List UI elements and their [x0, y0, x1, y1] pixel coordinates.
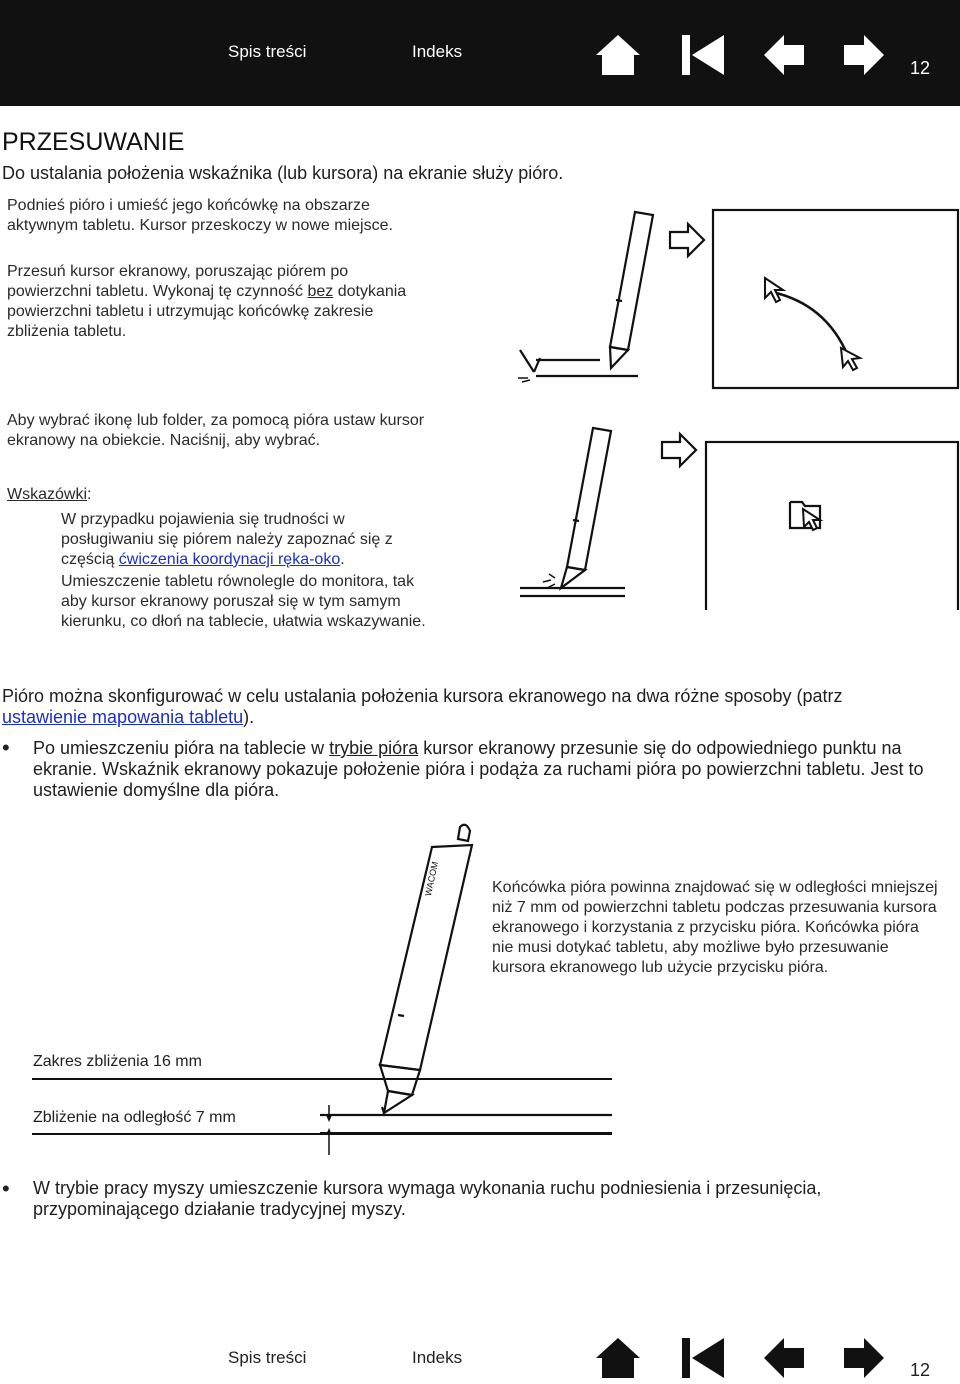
home-icon[interactable] — [594, 33, 642, 77]
index-link[interactable]: Indeks — [412, 42, 463, 61]
footer-index-link[interactable]: Indeks — [412, 1348, 463, 1367]
section-title: PRZESUWANIE — [2, 128, 185, 156]
near-range-label: Zbliżenie na odległość 7 mm — [33, 1109, 236, 1126]
pen-move-illustration — [510, 200, 960, 390]
page-number: 12 — [910, 58, 931, 78]
footer-next-page-icon[interactable] — [842, 1336, 886, 1380]
bullet-2-text: W trybie pracy myszy umieszczenie kursora wymaga wykonania ruchu podniesienia i przesunięcia, przypominającego działanie tradycyjnej myszy. — [33, 1178, 822, 1219]
proximity-range-label: Zakres zbliżenia 16 mm — [33, 1053, 202, 1070]
pen-select-illustration — [515, 420, 960, 610]
pen-brand-label: WACOM — [423, 860, 441, 898]
footer-toc-link[interactable]: Spis treści — [228, 1348, 307, 1367]
previous-page-icon[interactable] — [762, 33, 806, 77]
tablet-mapping-link[interactable]: ustawienie mapowania tabletu — [2, 707, 244, 727]
next-page-icon[interactable] — [842, 33, 886, 77]
bullet-1-text: Po umieszczeniu pióra na tablecie w trybie pióra kursor ekranowy przesunie się do odpowiedniego punktu na ekranie. Wskaźnik ekranowy pokazuje położenie pióra i podąża za ruchami pióra po powierzchni tabletu. Jest to ustawienie domyślne dla pióra. — [33, 738, 924, 800]
config-text: Pióro można skonfigurować w celu ustalania położenia kursora ekranowego na dwa różne sposoby (patrz ustawienie mapowania tabletu). — [2, 686, 843, 727]
bullet-1-marker: • — [2, 735, 10, 760]
intro-text: Do ustalania położenia wskaźnika (lub kursora) na ekranie służy pióro. — [2, 163, 564, 183]
footer-first-page-icon[interactable] — [680, 1336, 726, 1380]
first-page-icon[interactable] — [680, 33, 726, 77]
tips-label: Wskazówki: — [7, 486, 92, 503]
step3-text: Aby wybrać ikonę lub folder, za pomocą pióra ustaw kursor ekranowy na obiekcie. Naciśnij, aby wybrać. — [7, 412, 425, 449]
toc-link[interactable]: Spis treści — [228, 42, 307, 61]
tip1-text: W przypadku pojawienia się trudności w posługiwaniu się piórem należy zapoznać się z częścią ćwiczenia koordynacji ręka-oko. — [61, 511, 393, 568]
range-line-top — [32, 1078, 612, 1080]
pen-proximity-illustration — [320, 815, 620, 1160]
step1-text: Podnieś pióro i umieść jego końcówkę na obszarze aktywnym tabletu. Kursor przeskoczy w nowe miejsce. — [7, 197, 393, 234]
range-line-bottom — [32, 1133, 612, 1135]
tip2-text: Umieszczenie tabletu równolegle do monitora, tak aby kursor ekranowy poruszał się w tym samym kierunku, co dłoń na tablecie, ułatwia wskazywanie. — [61, 573, 426, 630]
hand-eye-link[interactable]: ćwiczenia koordynacji ręka-oko — [118, 551, 341, 568]
step2-text: Przesuń kursor ekranowy, poruszając piórem po powierzchni tabletu. Wykonaj tę czynność bez dotykania powierzchni tabletu i utrzymując końcówkę zakresie zbliżenia tabletu. — [7, 263, 407, 340]
header-bar — [0, 0, 960, 106]
footer-bar — [0, 1320, 960, 1384]
footer-previous-page-icon[interactable] — [762, 1336, 806, 1380]
footer-home-icon[interactable] — [594, 1336, 642, 1380]
footer-page-number: 12 — [910, 1360, 931, 1380]
pen-note: Końcówka pióra powinna znajdować się w odległości mniejszej niż 7 mm od powierzchni tabletu podczas przesuwania kursora ekranowego i korzystania z przycisku pióra. Końcówka pióra nie musi dotykać tabletu, aby możliwe było przesuwanie kursora ekranowego lub użycie przycisku pióra. — [492, 879, 938, 976]
bullet-2-marker: • — [2, 1176, 10, 1201]
